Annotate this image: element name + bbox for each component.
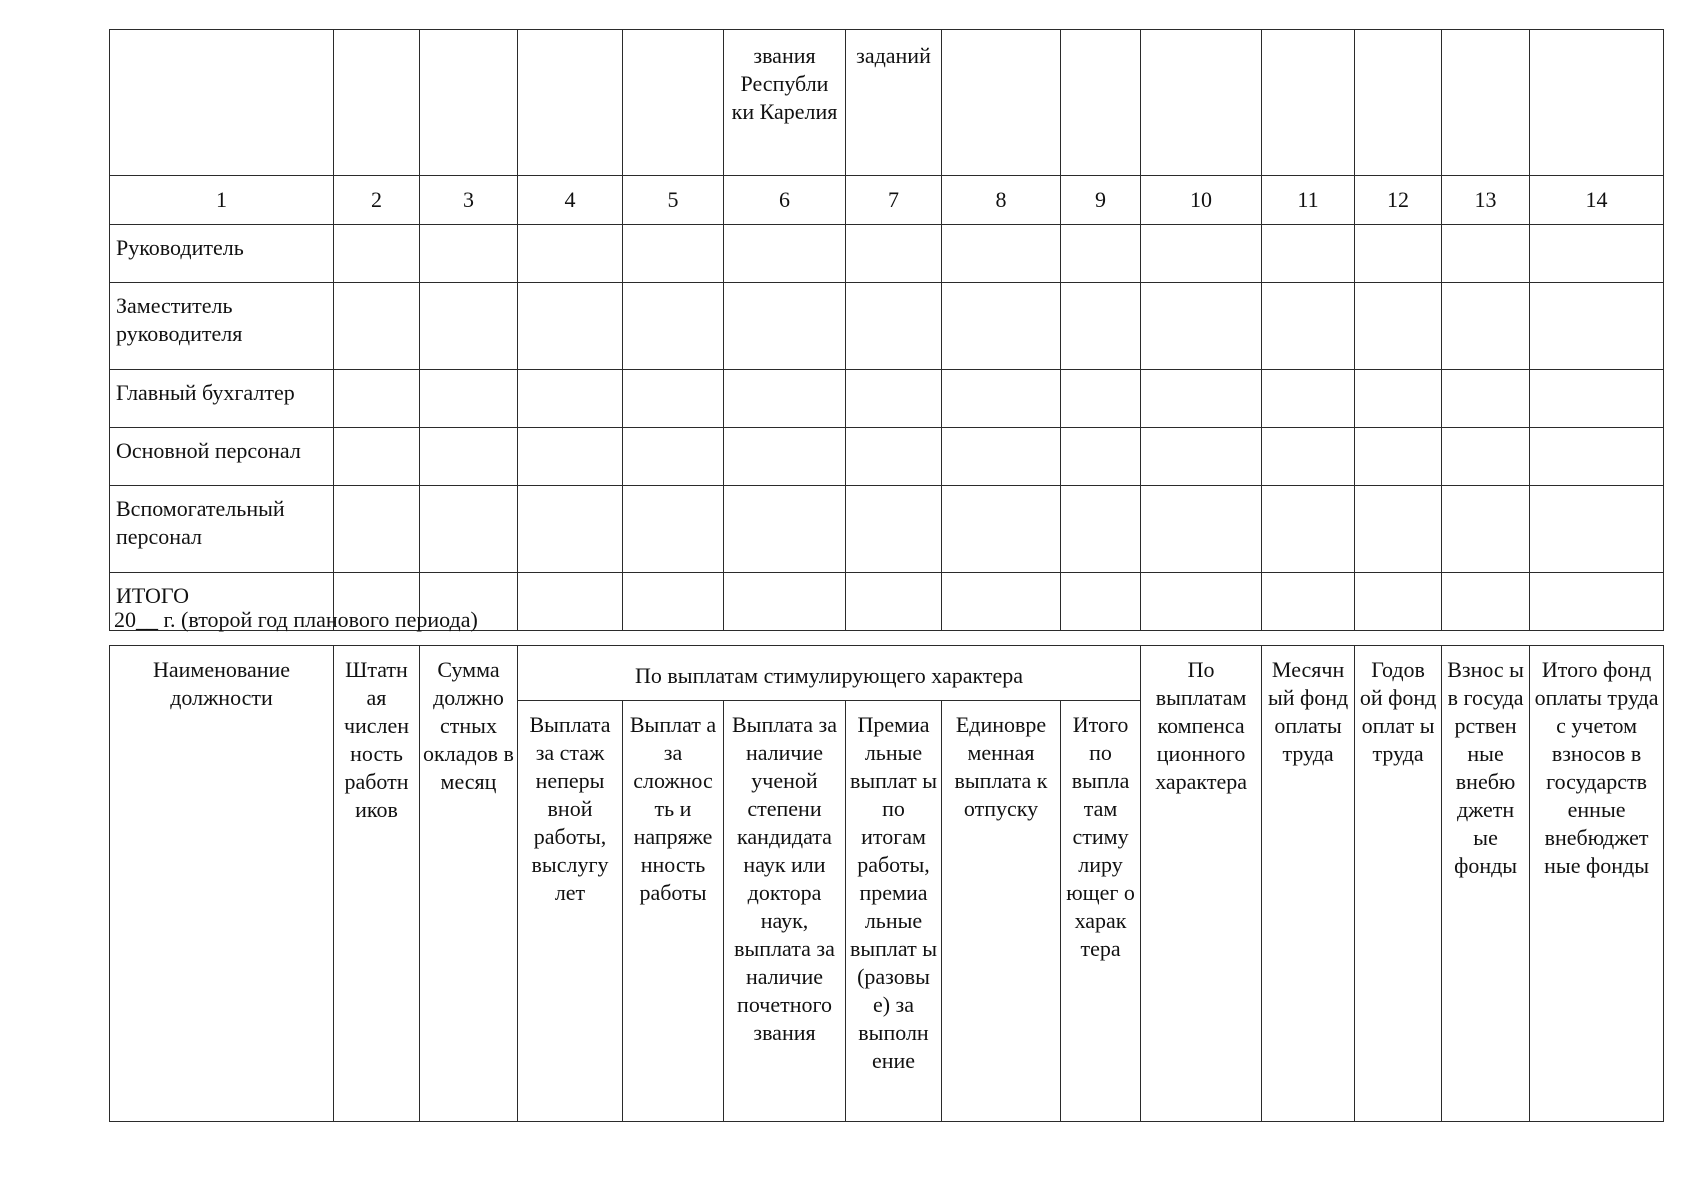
cell[interactable] <box>334 428 420 486</box>
cell[interactable] <box>1530 573 1664 631</box>
header-vacation-pay: Единовре менная выплата к отпуску <box>942 701 1061 1122</box>
cell[interactable] <box>1355 225 1442 283</box>
cell[interactable] <box>518 428 623 486</box>
row-label-total: ИТОГО <box>110 573 334 631</box>
cell[interactable] <box>1262 283 1355 370</box>
cell <box>1262 30 1355 176</box>
cell[interactable] <box>1530 428 1664 486</box>
table-row <box>110 370 1664 428</box>
cell[interactable] <box>846 370 942 428</box>
cell[interactable] <box>623 225 724 283</box>
cell[interactable] <box>846 428 942 486</box>
column-number: 2 <box>334 176 420 225</box>
column-number: 4 <box>518 176 623 225</box>
cell[interactable] <box>1262 225 1355 283</box>
table-row <box>110 283 1664 370</box>
cell[interactable] <box>1355 370 1442 428</box>
cell[interactable] <box>518 370 623 428</box>
cell[interactable] <box>1061 370 1141 428</box>
cell[interactable] <box>623 428 724 486</box>
row-label-deputy-head: Заместитель руководителя <box>110 283 334 370</box>
header-annual-fund: Годов ой фонд оплат ы труда <box>1355 646 1442 1122</box>
table-row <box>110 225 1664 283</box>
header-row-top <box>110 646 1664 701</box>
cell <box>334 30 420 176</box>
cell[interactable] <box>942 428 1061 486</box>
cell[interactable] <box>1355 428 1442 486</box>
row-label-main-staff: Основной персонал <box>110 428 334 486</box>
cell <box>1141 30 1262 176</box>
cell[interactable] <box>1355 486 1442 573</box>
header-position-name: Наименование должности <box>110 646 334 1122</box>
column-number: 11 <box>1262 176 1355 225</box>
header-compensation: По выплатам компенса ционного характера <box>1141 646 1262 1122</box>
cell[interactable] <box>846 486 942 573</box>
cell[interactable] <box>724 283 846 370</box>
cell[interactable] <box>1355 283 1442 370</box>
column-number-row <box>110 176 1664 225</box>
cell[interactable] <box>1530 283 1664 370</box>
column-number: 6 <box>724 176 846 225</box>
cell[interactable] <box>1442 486 1530 573</box>
cell[interactable] <box>846 573 942 631</box>
cell <box>1061 30 1141 176</box>
cell[interactable] <box>420 486 518 573</box>
cell[interactable] <box>1141 573 1262 631</box>
cell[interactable] <box>1442 283 1530 370</box>
cell[interactable] <box>420 283 518 370</box>
row-label-head: Руководитель <box>110 225 334 283</box>
cell[interactable] <box>1141 428 1262 486</box>
cell[interactable] <box>1061 573 1141 631</box>
cell[interactable] <box>1141 283 1262 370</box>
column-number: 8 <box>942 176 1061 225</box>
table-row <box>110 486 1664 573</box>
header-monthly-fund: Месячн ый фонд оплаты труда <box>1262 646 1355 1122</box>
header-complexity-pay: Выплат а за сложнос ть и напряже нность работы <box>623 701 724 1122</box>
cell <box>518 30 623 176</box>
column-number: 12 <box>1355 176 1442 225</box>
header-incentive-total: Итого по выпла там стиму лиру ющег о харак тера <box>1061 701 1141 1122</box>
cell[interactable] <box>724 225 846 283</box>
cell[interactable] <box>1442 428 1530 486</box>
header-contributions: Взнос ы в госуда рствен ные внебю джетн ые фонды <box>1442 646 1530 1122</box>
cell[interactable] <box>334 283 420 370</box>
cell[interactable] <box>724 486 846 573</box>
cell[interactable] <box>1355 573 1442 631</box>
staffing-table-continued <box>109 29 1664 631</box>
cell[interactable] <box>942 283 1061 370</box>
cell[interactable] <box>518 283 623 370</box>
cell[interactable] <box>724 428 846 486</box>
cell[interactable] <box>1061 225 1141 283</box>
cell[interactable] <box>518 225 623 283</box>
cell[interactable] <box>623 283 724 370</box>
cell[interactable] <box>942 225 1061 283</box>
cell[interactable] <box>942 573 1061 631</box>
column-number: 1 <box>110 176 334 225</box>
column-number: 5 <box>623 176 724 225</box>
column-number: 7 <box>846 176 942 225</box>
column-number: 3 <box>420 176 518 225</box>
cell[interactable] <box>1530 486 1664 573</box>
row-label-chief-accountant: Главный бухгалтер <box>110 370 334 428</box>
cell[interactable] <box>1530 370 1664 428</box>
cell <box>1355 30 1442 176</box>
cell[interactable] <box>420 370 518 428</box>
cell[interactable] <box>1442 573 1530 631</box>
cell[interactable] <box>1141 370 1262 428</box>
cell <box>1530 30 1664 176</box>
cell[interactable] <box>518 486 623 573</box>
header-degree-pay: Выплата за наличие ученой степени кандидата наук или доктора наук, выплата за наличие почетного звания <box>724 701 846 1122</box>
cell <box>942 30 1061 176</box>
cell[interactable] <box>1061 428 1141 486</box>
cell[interactable] <box>420 225 518 283</box>
column-number: 14 <box>1530 176 1664 225</box>
cell[interactable] <box>1442 370 1530 428</box>
cell[interactable] <box>1442 225 1530 283</box>
cell[interactable] <box>942 370 1061 428</box>
cell[interactable] <box>334 225 420 283</box>
staffing-table-second-year <box>109 645 1664 1122</box>
table-row <box>110 428 1664 486</box>
header-total-fund: Итого фонд оплаты труда с учетом взносов в государств енные внебюджет ные фонды <box>1530 646 1664 1122</box>
cell[interactable] <box>518 573 623 631</box>
cell <box>623 30 724 176</box>
column-number: 10 <box>1141 176 1262 225</box>
cell[interactable] <box>1262 370 1355 428</box>
cell[interactable] <box>942 486 1061 573</box>
column-number: 13 <box>1442 176 1530 225</box>
header-continuation-row <box>110 30 1664 176</box>
cell <box>110 30 334 176</box>
header-salary-sum: Сумма должно стных окладов в месяц <box>420 646 518 1122</box>
row-label-support-staff: Вспомогательный персонал <box>110 486 334 573</box>
cell[interactable] <box>1141 225 1262 283</box>
section-caption: 20__ г. (второй год планового периода) <box>114 607 478 632</box>
cell[interactable] <box>1262 486 1355 573</box>
cell[interactable] <box>1061 283 1141 370</box>
cell[interactable] <box>1061 486 1141 573</box>
header-seniority-pay: Выплата за стаж неперы вной работы, выслугу лет <box>518 701 623 1122</box>
cell[interactable] <box>334 486 420 573</box>
header-cell-honorary-title: звания Республи ки Карелия <box>724 30 846 176</box>
cell[interactable] <box>1530 225 1664 283</box>
header-cell-tasks: заданий <box>846 30 942 176</box>
cell <box>1442 30 1530 176</box>
cell[interactable] <box>724 370 846 428</box>
cell[interactable] <box>623 573 724 631</box>
cell[interactable] <box>334 370 420 428</box>
header-incentive-group: По выплатам стимулирующего характера <box>518 646 1141 701</box>
cell[interactable] <box>420 428 518 486</box>
cell[interactable] <box>1262 573 1355 631</box>
cell[interactable] <box>623 370 724 428</box>
cell[interactable] <box>1262 428 1355 486</box>
cell[interactable] <box>1141 486 1262 573</box>
cell[interactable] <box>846 283 942 370</box>
column-number: 9 <box>1061 176 1141 225</box>
cell[interactable] <box>623 486 724 573</box>
cell[interactable] <box>846 225 942 283</box>
cell <box>420 30 518 176</box>
header-staff-count: Штатн ая числен ность работн иков <box>334 646 420 1122</box>
header-bonus-pay: Премиа льные выплат ы по итогам работы, премиа льные выплат ы (разовы е) за выполн ение <box>846 701 942 1122</box>
cell[interactable] <box>724 573 846 631</box>
